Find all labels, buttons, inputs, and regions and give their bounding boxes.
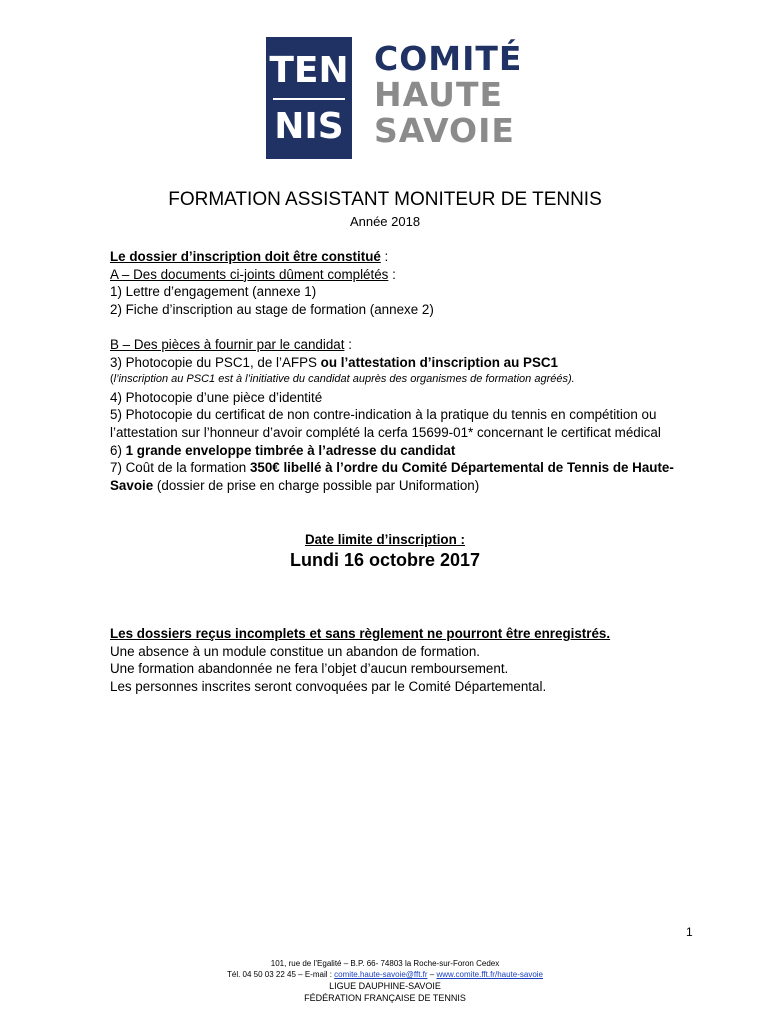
logo-box-line2: NIS xyxy=(274,106,344,147)
tennis-logo-box xyxy=(266,37,352,159)
section-a-line xyxy=(110,266,710,284)
dossier-heading-suffix: : xyxy=(380,249,389,264)
logo-box-line1: TEN xyxy=(269,50,349,91)
deadline-label-suffix: : xyxy=(456,532,465,547)
warning-line: Les personnes inscrites seront convoquées par le Comité Départemental. xyxy=(110,678,547,694)
dossier-section xyxy=(110,248,710,494)
item7-bold: 350€ libellé à l’ordre du Comité Départemental de Tennis de Haute-Savoie xyxy=(110,460,674,493)
list-item-5: 5) Photocopie du certificat de non contre-indication à la pratique du tennis en compétition ou l’attestation sur l’honneur d’avoir complété la cerfa 15699-01* concernant le certificat médical xyxy=(110,407,661,440)
footer-address: 101, rue de l’Egalité – B.P. 66- 74803 la Roche-sur-Foron Cedex xyxy=(270,959,500,968)
item7-text: 7) Coût de la formation xyxy=(110,460,250,476)
footer-website-link[interactable]: www.comite.fft.fr/haute-savoie xyxy=(436,970,543,979)
list-item-3 xyxy=(110,354,710,372)
logo-word-haute: HAUTE xyxy=(374,75,503,114)
footer-tel: Tél. 04 50 03 22 45 – E-mail : xyxy=(227,970,335,979)
warning-section xyxy=(110,625,710,695)
footer-separator: – xyxy=(427,970,437,979)
deadline-date: Lundi 16 octobre 2017 xyxy=(289,550,481,570)
footer-federation: FÉDÉRATION FRANÇAISE DE TENNIS xyxy=(304,993,466,1003)
list-item-7 xyxy=(110,459,710,494)
document-year: Année 2018 xyxy=(349,214,421,229)
item6-bold: 1 grande enveloppe timbrée à l’adresse du candidat xyxy=(125,442,456,458)
dossier-heading-line xyxy=(110,248,710,266)
item3-note-paren: ( xyxy=(110,373,114,386)
footer-contact xyxy=(0,969,770,980)
logo-word-comite: COMITÉ xyxy=(374,39,523,78)
warning-line: Une absence à un module constitue un abandon de formation. xyxy=(110,643,480,659)
logo-box-divider xyxy=(273,98,345,100)
section-a-heading: A – Des documents ci-joints dûment complétés xyxy=(110,266,389,282)
item3-note: l’inscription au PSC1 est à l’initiative du candidat auprès des organismes de formation agréés). xyxy=(113,373,575,386)
page-footer xyxy=(0,958,770,1004)
footer-league: LIGUE DAUPHINE-SAVOIE xyxy=(329,981,441,991)
logo-word-savoie: SAVOIE xyxy=(374,111,515,150)
item6-text: 6) xyxy=(110,442,126,458)
item3-note-line xyxy=(110,371,710,389)
section-a-suffix: : xyxy=(388,266,396,282)
list-item: 1) Lettre d’engagement (annexe 1) xyxy=(110,284,317,300)
comite-logo xyxy=(266,37,556,161)
item3-text: 3) Photocopie du PSC1, de l’AFPS xyxy=(110,354,321,370)
dossier-heading: Le dossier d’inscription doit être constitué xyxy=(110,249,381,264)
section-b-suffix: : xyxy=(344,336,352,352)
warning-line: Une formation abandonnée ne fera l’objet d’aucun remboursement. xyxy=(110,661,509,677)
list-item: 2) Fiche d’inscription au stage de formation (annexe 2) xyxy=(110,301,434,317)
item3-bold: ou l’attestation d’inscription au PSC1 xyxy=(320,354,558,370)
page-number: 1 xyxy=(686,925,693,939)
deadline-label: Date limite d’inscription xyxy=(305,532,457,547)
section-b-heading: B – Des pièces à fournir par le candidat xyxy=(110,336,345,352)
document-title: FORMATION ASSISTANT MONITEUR DE TENNIS xyxy=(168,189,602,210)
warning-heading: Les dossiers reçus incomplets et sans règlement ne pourront être enregistrés. xyxy=(110,626,611,641)
logo-wordmark xyxy=(374,41,522,149)
section-b-line xyxy=(110,336,710,354)
deadline-label-line xyxy=(0,532,770,547)
spacer xyxy=(110,318,710,336)
item7-tail: (dossier de prise en charge possible par Uniformation) xyxy=(153,477,480,493)
footer-email-link[interactable]: comite.haute-savoie@fft.fr xyxy=(334,970,428,979)
list-item-4: 4) Photocopie d’une pièce d’identité xyxy=(110,389,323,405)
list-item-6 xyxy=(110,442,710,460)
